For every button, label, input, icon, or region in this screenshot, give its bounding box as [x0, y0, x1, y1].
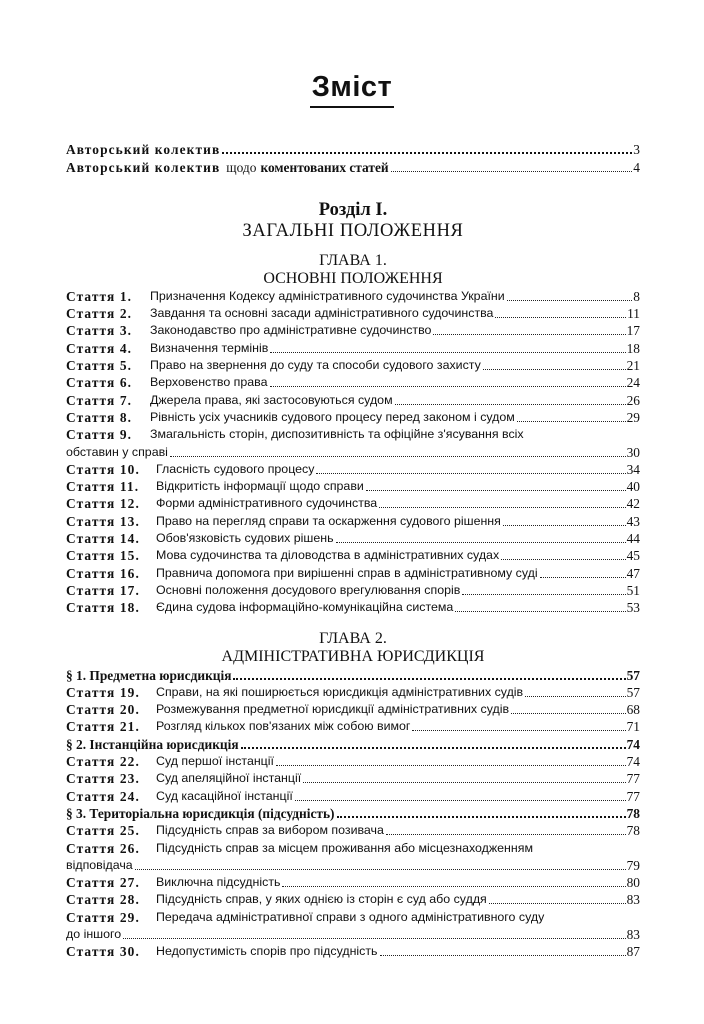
- toc-row[interactable]: [66, 891, 640, 908]
- chapter1-title: ГЛАВА 1.: [319, 251, 387, 269]
- toc-row-label: Стаття 30.: [66, 944, 140, 960]
- toc-row-text: Передача адміністративної справи з одного адміністративного суду: [156, 909, 545, 924]
- toc-row-section[interactable]: [66, 735, 640, 752]
- toc-row-text: Суд апеляційної інстанції: [156, 771, 302, 786]
- toc-row-authors[interactable]: [66, 141, 640, 158]
- leader-dots: [366, 489, 626, 491]
- toc-row-label: Стаття 6.: [66, 375, 133, 391]
- toc-row[interactable]: [66, 908, 640, 925]
- toc-row-label: Стаття 27.: [66, 875, 140, 891]
- leader-dots: [123, 937, 625, 939]
- leader-dots: [511, 712, 626, 714]
- toc-row[interactable]: [66, 684, 640, 701]
- toc-row-continuation[interactable]: [66, 443, 640, 460]
- toc-row-text: Підсудність справ за вибором позивача: [156, 823, 384, 838]
- leader-dots: [316, 472, 625, 474]
- toc-row-text: відповідача: [66, 857, 133, 872]
- toc-row-label: Стаття 28.: [66, 892, 140, 908]
- toc-row-text: Суд першої інстанції: [156, 754, 274, 769]
- toc-row-text: щодо: [226, 159, 257, 175]
- toc-row-text: Завдання та основні засади адміністративного судочинства: [150, 306, 494, 321]
- toc-row-label: Стаття 2.: [66, 306, 133, 322]
- toc-row-page: 8: [633, 288, 640, 304]
- toc-row-text: Суд касаційної інстанції: [156, 788, 293, 803]
- toc-row[interactable]: [66, 391, 640, 408]
- toc-row-page: 17: [626, 323, 640, 339]
- toc-row-page: 74: [626, 736, 640, 752]
- leader-dots: [379, 506, 625, 508]
- toc-row-text: до іншого: [66, 926, 122, 941]
- toc-row[interactable]: [66, 787, 640, 804]
- leader-dots: [455, 610, 625, 612]
- toc-row-text: Розгляд кількох пов'язаних між собою вимог: [156, 719, 411, 734]
- toc-row[interactable]: [66, 943, 640, 960]
- toc-row-page: 78: [626, 823, 640, 839]
- toc-row-label: Авторський колектив: [66, 142, 221, 158]
- toc-row[interactable]: [66, 718, 640, 735]
- toc-row-page: 30: [626, 444, 640, 460]
- leader-dots: [525, 695, 625, 697]
- toc-row-label: Стаття 19.: [66, 684, 140, 700]
- toc-row-page: 83: [626, 926, 640, 942]
- toc-row[interactable]: [66, 582, 640, 599]
- toc-row-label: Стаття 5.: [66, 358, 133, 374]
- leader-dots: [507, 299, 633, 301]
- toc-row-label: Стаття 4.: [66, 340, 133, 356]
- toc-row-label: Стаття 3.: [66, 323, 133, 339]
- toc-row[interactable]: [66, 374, 640, 391]
- toc-row-label: Стаття 11.: [66, 479, 140, 495]
- toc-row-page: 77: [626, 788, 640, 804]
- toc-section-label: § 1. Предметна юрисдикція: [66, 667, 232, 683]
- toc-row[interactable]: [66, 564, 640, 581]
- leader-dots: [495, 316, 626, 318]
- toc-row-text: Обов'язковість судових рішень: [156, 531, 334, 546]
- page-title: Зміст: [310, 70, 395, 108]
- toc-row-label: Стаття 21.: [66, 719, 140, 735]
- toc-row-label: Стаття 24.: [66, 788, 140, 804]
- toc-row[interactable]: [66, 322, 640, 339]
- section-title: Розділ І.: [318, 199, 388, 220]
- toc-row-label: Стаття 8.: [66, 409, 133, 425]
- toc-row[interactable]: [66, 478, 640, 495]
- toc-row[interactable]: [66, 547, 640, 564]
- toc-row-text: Розмежування предметної юрисдикції адміністративних судів: [156, 702, 510, 717]
- leader-dots: [270, 385, 626, 387]
- toc-row[interactable]: [66, 461, 640, 478]
- toc-row[interactable]: [66, 874, 640, 891]
- chapter1-list: [66, 288, 640, 617]
- leader-dots: [380, 954, 626, 956]
- toc-row-text: Право на звернення до суду та способи судового захисту: [150, 358, 481, 373]
- toc-row-continuation[interactable]: [66, 857, 640, 874]
- toc-row-text: Недопустимість спорів про підсудність: [156, 944, 378, 959]
- leader-dots: [517, 420, 626, 422]
- leader-dots: [270, 351, 625, 353]
- leader-dots: [170, 455, 626, 457]
- toc-row-continuation[interactable]: [66, 926, 640, 943]
- toc-row-label: Стаття 16.: [66, 565, 140, 581]
- toc-row[interactable]: [66, 822, 640, 839]
- toc-row-text: Справи, на які поширюється юрисдикція адміністративних судів: [156, 684, 524, 699]
- toc-row[interactable]: [66, 288, 640, 305]
- table-of-contents: [66, 141, 640, 960]
- toc-row-label: Стаття 14.: [66, 531, 140, 547]
- toc-row-text: Правнича допомога при вирішенні справ в адміністративному суді: [156, 565, 538, 580]
- toc-row-page: 4: [633, 159, 640, 175]
- toc-row-section[interactable]: [66, 805, 640, 822]
- toc-row-text: Законодавство про адміністративне судочинство: [150, 323, 432, 338]
- toc-row-page: 57: [626, 667, 640, 683]
- toc-row-label: Стаття 20.: [66, 702, 140, 718]
- toc-row-label: Стаття 23.: [66, 771, 140, 787]
- toc-row-text: Єдина судова інформаційно-комунікаційна система: [156, 600, 454, 615]
- toc-row-page: 83: [626, 892, 640, 908]
- toc-row[interactable]: [66, 357, 640, 374]
- toc-row-page: 80: [626, 875, 640, 891]
- toc-row-label: Стаття 9.: [66, 427, 133, 443]
- toc-row-label: Стаття 22.: [66, 754, 140, 770]
- leader-dots: [501, 558, 625, 560]
- toc-row-page: 11: [627, 306, 640, 322]
- leader-dots: [462, 593, 625, 595]
- toc-row-authors-articles[interactable]: [66, 158, 640, 175]
- leader-dots: [337, 815, 626, 818]
- toc-row-page: 26: [626, 392, 640, 408]
- leader-dots: [233, 677, 625, 680]
- leader-dots: [241, 746, 626, 749]
- toc-row[interactable]: [66, 512, 640, 529]
- leader-dots: [386, 833, 626, 835]
- toc-row-page: 77: [626, 771, 640, 787]
- toc-row-label: Стаття 17.: [66, 582, 140, 598]
- leader-dots: [222, 151, 632, 154]
- toc-row-page: 21: [626, 358, 640, 374]
- leader-dots: [135, 868, 626, 870]
- toc-row-page: 78: [626, 805, 640, 821]
- toc-row-label: Стаття 29.: [66, 909, 140, 925]
- toc-row-text-bold: коментованих статей: [260, 159, 389, 175]
- toc-row-page: 47: [626, 565, 640, 581]
- toc-row-text: Мова судочинства та діловодства в адміністративних судах: [156, 548, 500, 563]
- toc-row-page: 53: [626, 600, 640, 616]
- toc-section-label: § 2. Інстанційна юрисдикція: [66, 736, 239, 752]
- leader-dots: [303, 781, 625, 783]
- toc-row[interactable]: [66, 409, 640, 426]
- toc-row-label: Стаття 7.: [66, 392, 133, 408]
- toc-row-page: 24: [626, 375, 640, 391]
- toc-row-text: Змагальність сторін, диспозитивність та офіційне з'ясування всіх: [150, 427, 524, 442]
- toc-row-text: Визначення термінів: [150, 340, 269, 355]
- toc-row[interactable]: [66, 753, 640, 770]
- chapter1-subtitle: ОСНОВНІ ПОЛОЖЕННЯ: [263, 269, 443, 287]
- toc-row-label: Стаття 1.: [66, 288, 133, 304]
- toc-row-text: Джерела права, які застосовуються судом: [150, 392, 393, 407]
- toc-row-label: Стаття 25.: [66, 823, 140, 839]
- toc-row-text: Право на перегляд справи та оскарження судового рішення: [156, 513, 501, 528]
- toc-row[interactable]: [66, 305, 640, 322]
- leader-dots: [540, 576, 626, 578]
- toc-row-page: 3: [633, 142, 640, 158]
- leader-dots: [276, 764, 626, 766]
- leader-dots: [483, 368, 626, 370]
- toc-row[interactable]: [66, 770, 640, 787]
- chapter2-title: ГЛАВА 2.: [319, 630, 387, 648]
- toc-row[interactable]: [66, 530, 640, 547]
- chapter2-subtitle: АДМІНІСТРАТИВНА ЮРИСДИКЦІЯ: [221, 648, 485, 666]
- toc-row[interactable]: [66, 495, 640, 512]
- leader-dots: [336, 541, 626, 543]
- toc-row-label: Стаття 12.: [66, 496, 140, 512]
- toc-row-label: Стаття 26.: [66, 840, 140, 856]
- toc-row-page: 29: [626, 409, 640, 425]
- toc-row-text: Верховенство права: [150, 375, 268, 390]
- toc-row-text: Виключна підсудність: [156, 875, 281, 890]
- toc-row-page: 40: [626, 479, 640, 495]
- toc-row-text: Відкритість інформації щодо справи: [156, 479, 364, 494]
- toc-row-text: Призначення Кодексу адміністративного судочинства України: [150, 288, 505, 303]
- toc-row-label: Стаття 10.: [66, 461, 140, 477]
- leader-dots: [282, 885, 625, 887]
- leader-dots: [503, 524, 626, 526]
- toc-row-text: Форми адміністративного судочинства: [156, 496, 378, 511]
- chapter2-list: [66, 666, 640, 960]
- page-title-wrap: [0, 70, 704, 108]
- toc-row-label: Стаття 18.: [66, 600, 140, 616]
- toc-row-text: Рівність усіх учасників судового процесу перед законом і судом: [150, 409, 515, 424]
- leader-dots: [391, 170, 633, 172]
- toc-row-page: 34: [626, 461, 640, 477]
- leader-dots: [395, 403, 626, 405]
- leader-dots: [295, 799, 626, 801]
- toc-row[interactable]: [66, 339, 640, 356]
- toc-row-page: 87: [626, 944, 640, 960]
- toc-row[interactable]: [66, 839, 640, 856]
- toc-row-page: 68: [626, 702, 640, 718]
- toc-row-text: Підсудність справ, у яких однією із сторін є суд або суддя: [156, 892, 487, 907]
- toc-row-page: 79: [626, 857, 640, 873]
- toc-row-page: 44: [626, 531, 640, 547]
- toc-row-text: обставин у справі: [66, 444, 168, 459]
- toc-row-page: 43: [626, 513, 640, 529]
- leader-dots: [433, 333, 625, 335]
- toc-row-label: Стаття 15.: [66, 548, 140, 564]
- toc-row-text: Підсудність справ за місцем проживання або місцезнаходженням: [156, 840, 533, 855]
- toc-row-page: 51: [626, 582, 640, 598]
- leader-dots: [489, 902, 626, 904]
- toc-row-page: 74: [626, 754, 640, 770]
- toc-row-label: Авторський колектив: [66, 159, 221, 175]
- toc-row-page: 71: [626, 719, 640, 735]
- leader-dots: [412, 729, 625, 731]
- toc-row-text: Основні положення досудового врегулювання спорів: [156, 582, 461, 597]
- toc-row-page: 45: [626, 548, 640, 564]
- toc-section-label: § 3. Територіальна юрисдикція (підсудність): [66, 805, 335, 821]
- toc-row-page: 57: [626, 684, 640, 700]
- toc-row[interactable]: [66, 599, 640, 616]
- toc-row[interactable]: [66, 426, 640, 443]
- toc-row-label: Стаття 13.: [66, 513, 140, 529]
- toc-row-text: Гласність судового процесу: [156, 461, 315, 476]
- section-subtitle: ЗАГАЛЬНІ ПОЛОЖЕННЯ: [242, 220, 464, 241]
- toc-row-page: 42: [626, 496, 640, 512]
- toc-row-section[interactable]: [66, 666, 640, 683]
- toc-row-page: 18: [626, 340, 640, 356]
- toc-row[interactable]: [66, 701, 640, 718]
